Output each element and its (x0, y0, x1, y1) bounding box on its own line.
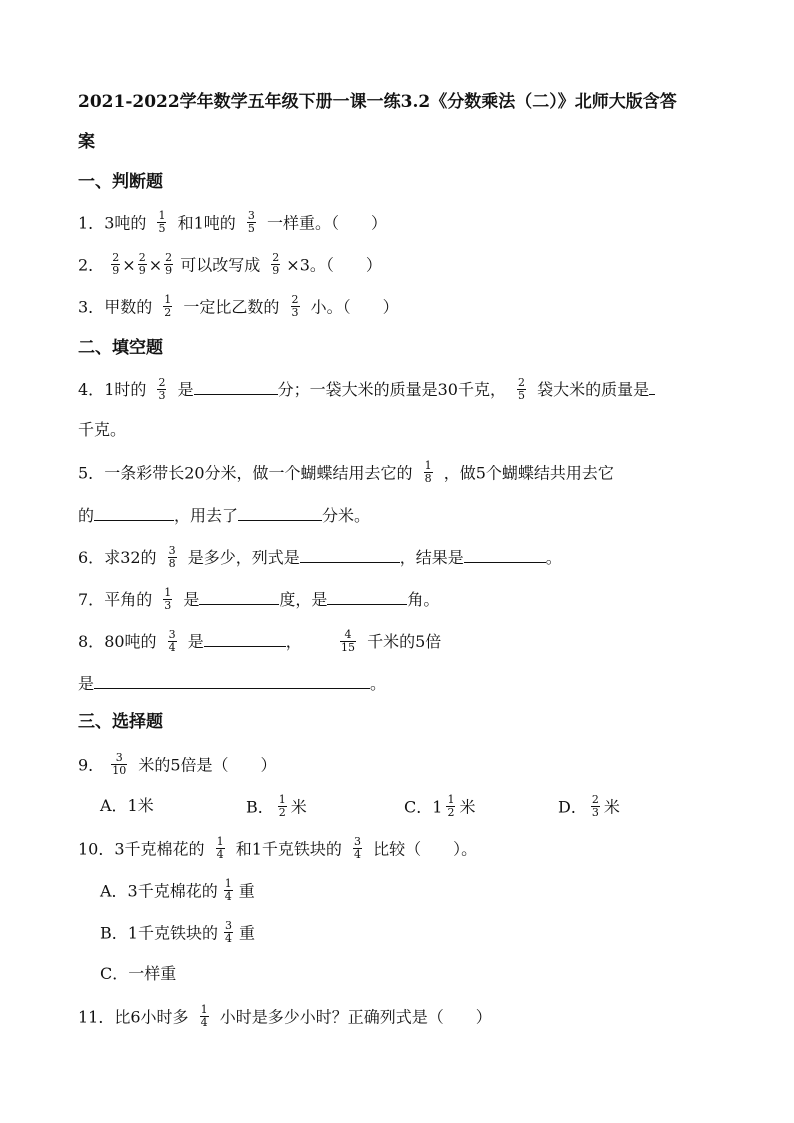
option-d[interactable]: D． $\frac{2}{3}$ 米 (558, 793, 620, 819)
section-multiple-choice: 三、选择题 (78, 712, 163, 732)
option-a[interactable]: A．1米 (100, 796, 154, 815)
section-fill-blank: 二、填空题 (78, 338, 163, 358)
answer-blank[interactable] (464, 546, 546, 563)
question-2: 2． $\frac{2}{9}$ × $\frac{2}{9}$ × $\frac{2}{9}$ 可以改写成 $\frac{2}{9}$ ×3。（ ） (78, 251, 382, 277)
question-5: 5．一条彩带长20分米，做一个蝴蝶结用去它的 $\frac{1}{8}$ ，做5个蝴蝶结共用去它 (78, 459, 614, 485)
question-7: 7．平角的 $\frac{1}{3}$ 是 度，是 角。 (78, 585, 440, 612)
answer-blank[interactable] (238, 504, 322, 521)
fraction: $\frac{1}{4}$ (200, 1003, 208, 1029)
question-5-cont: 的 ，用去了 分米。 (78, 506, 371, 525)
option-b[interactable]: B． $\frac{1}{2}$ 米 (246, 793, 307, 819)
fraction: $\frac{3}{5}$ (247, 209, 255, 235)
fraction: $\frac{3}{4}$ (354, 835, 362, 861)
title-line-2: 案 (78, 132, 95, 152)
fraction: $\frac{4}{15}$ (340, 627, 355, 654)
question-8-cont: 是 。 (78, 674, 387, 693)
title-line-1: 2021-2022学年数学五年级下册一课一练3.2《分数乘法（二）》北师大版含答 (78, 92, 677, 112)
question-9: 9． $\frac{3}{10}$ 米的5倍是（ ） (78, 751, 277, 777)
answer-blank[interactable] (94, 504, 174, 521)
answer-blank[interactable] (94, 672, 370, 689)
fraction: $\frac{1}{4}$ (216, 835, 224, 861)
question-6: 6．求32的 $\frac{3}{8}$ 是多少，列式是 ，结果是 。 (78, 543, 562, 570)
question-4-cont: 千克。 (78, 420, 127, 439)
question-10-option-b[interactable]: B．1千克铁块的 $\frac{3}{4}$ 重 (100, 919, 255, 945)
answer-blank[interactable] (649, 378, 655, 395)
fraction: $\frac{1}{2}$ (164, 293, 172, 319)
fraction: $\frac{3}{10}$ (112, 751, 127, 777)
fraction: $\frac{2}{9}$ (138, 251, 146, 277)
fraction: $\frac{2}{9}$ (272, 251, 280, 277)
fraction: $\frac{2}{3}$ (291, 293, 299, 319)
answer-blank[interactable] (327, 588, 407, 605)
fraction: $\frac{1}{5}$ (158, 209, 166, 235)
question-4: 4．1时的 $\frac{2}{3}$ 是 分；一袋大米的质量是30千克， $\frac{2}{5}$ 袋大米的质量是 (78, 378, 724, 403)
option-c[interactable]: C．1 $\frac{1}{2}$ 米 (404, 793, 476, 819)
fraction: $\frac{1}{3}$ (164, 585, 172, 612)
fraction: $\frac{1}{8}$ (424, 459, 432, 485)
question-10: 10．3千克棉花的 $\frac{1}{4}$ 和1千克铁块的 $\frac{3}{4}$ 比较（ ）。 (78, 835, 478, 861)
question-11: 11．比6小时多 $\frac{1}{4}$ 小时是多少小时？正确列式是（ ） (78, 1003, 492, 1029)
question-10-option-c[interactable]: C．一样重 (100, 964, 177, 983)
fraction: $\frac{3}{8}$ (168, 543, 176, 570)
fraction: $\frac{3}{4}$ (168, 627, 176, 654)
fraction: $\frac{2}{9}$ (112, 251, 120, 277)
section-judgment: 一、判断题 (78, 172, 163, 192)
question-1: 1．3吨的 $\frac{1}{5}$ 和1吨的 $\frac{3}{5}$ 一样重。（ ） (78, 209, 387, 235)
fraction: $\frac{2}{3}$ (158, 375, 166, 402)
answer-blank[interactable] (204, 630, 286, 647)
fraction: $\frac{2}{5}$ (518, 375, 526, 402)
fraction: $\frac{2}{9}$ (165, 251, 173, 277)
question-10-option-a[interactable]: A．3千克棉花的 $\frac{1}{4}$ 重 (100, 877, 255, 903)
answer-blank[interactable] (194, 378, 278, 395)
question-3: 3．甲数的 $\frac{1}{2}$ 一定比乙数的 $\frac{2}{3}$ 小。（ ） (78, 293, 399, 319)
answer-blank[interactable] (300, 546, 400, 563)
question-8: 8．80吨的 $\frac{3}{4}$ 是 ， $\frac{4}{15}$ 千米的5倍 (78, 627, 442, 654)
answer-blank[interactable] (199, 588, 279, 605)
